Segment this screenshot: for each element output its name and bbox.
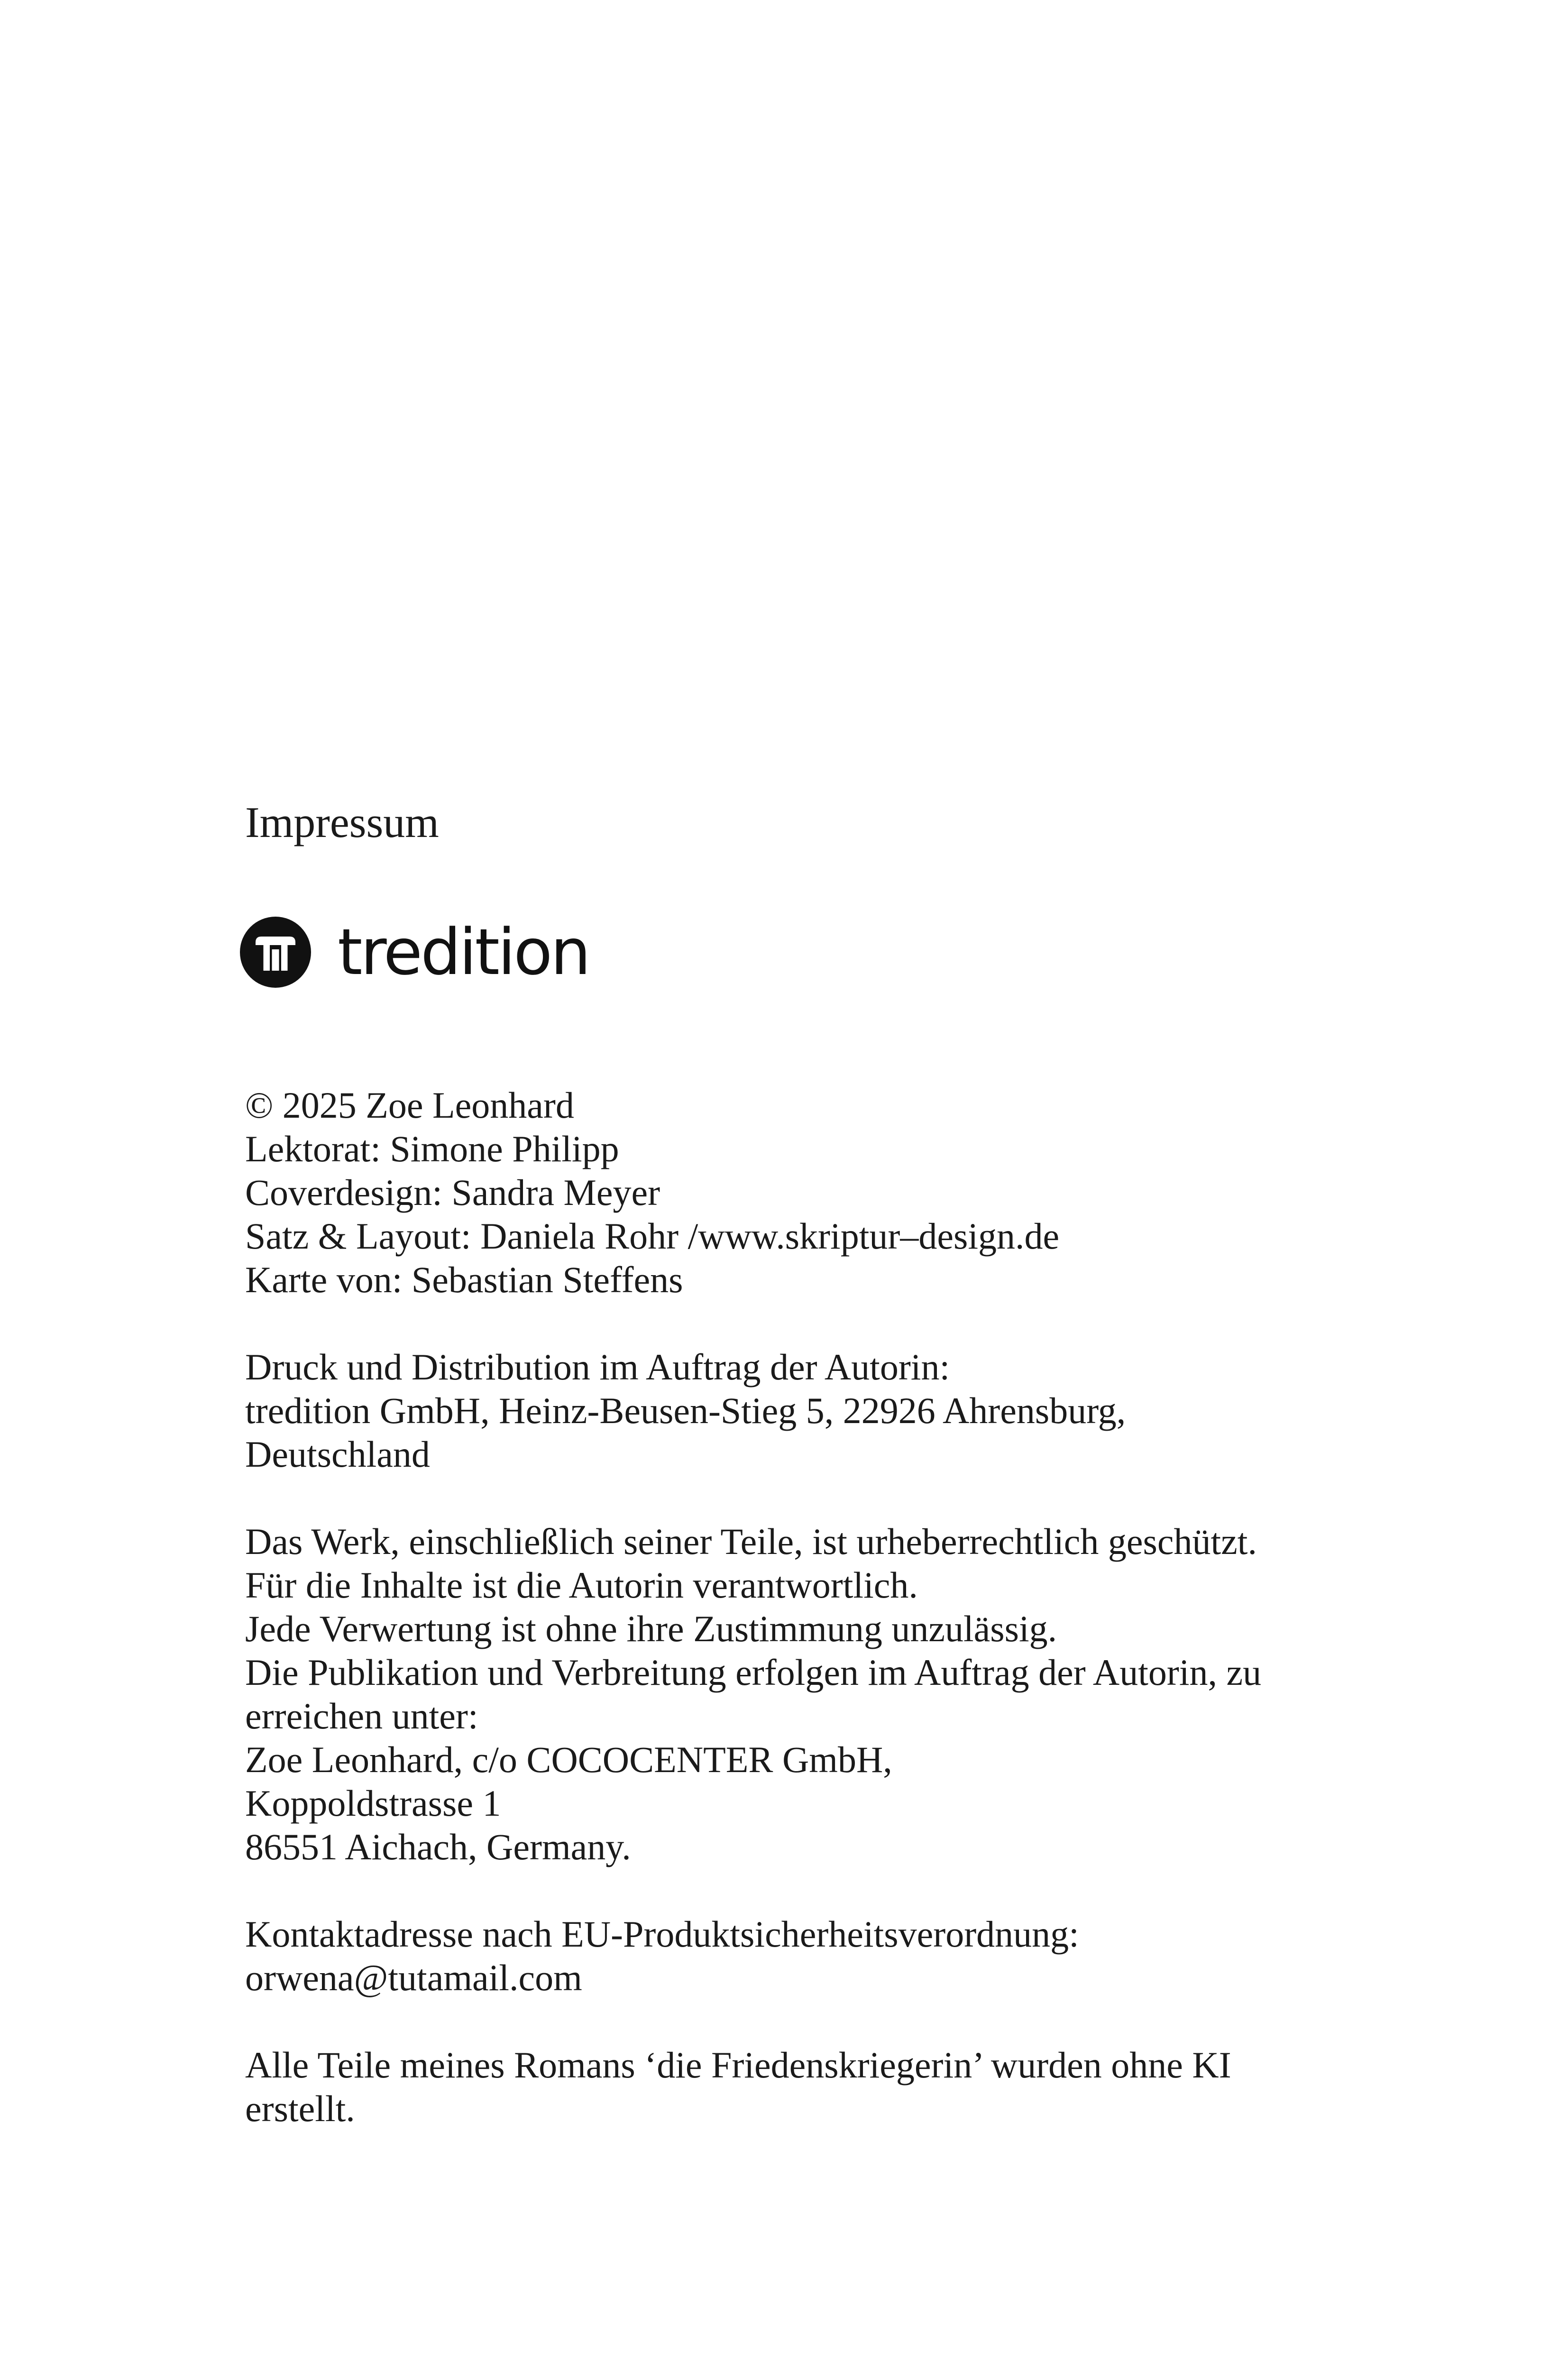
copyright-block bbox=[245, 1084, 1383, 1302]
rights-line: Die Publikation und Verbreitung erfolgen im Auftrag der Autorin, zu bbox=[245, 1652, 1262, 1693]
ai-statement-block bbox=[245, 2043, 1383, 2131]
printing-block bbox=[245, 1345, 1383, 1476]
printing-line: tredition GmbH, Heinz-Beusen-Stieg 5, 22926 Ahrensburg, bbox=[245, 1390, 1126, 1431]
contact-email: orwena@tutamail.com bbox=[245, 1957, 582, 1998]
publisher-logo bbox=[240, 915, 589, 989]
ai-statement-line: Alle Teile meines Romans ‘die Friedenskriegerin’ wurden ohne KI bbox=[245, 2044, 1231, 2086]
editor-line: Lektorat: Simone Philipp bbox=[245, 1128, 619, 1169]
rights-line: erreichen unter: bbox=[245, 1695, 478, 1737]
map-credit-line: Karte von: Sebastian Steffens bbox=[245, 1259, 683, 1300]
contact-block bbox=[245, 1912, 1383, 2000]
address-line: 86551 Aichach, Germany. bbox=[245, 1826, 631, 1867]
rights-block bbox=[245, 1520, 1383, 1869]
tredition-logo-icon bbox=[240, 917, 311, 988]
page-title: Impressum bbox=[245, 798, 439, 846]
rights-line: Jede Verwertung ist ohne ihre Zustimmung unzulässig. bbox=[245, 1608, 1057, 1649]
cover-design-line: Coverdesign: Sandra Meyer bbox=[245, 1172, 660, 1213]
address-line: Koppoldstrasse 1 bbox=[245, 1783, 501, 1824]
ai-statement-line: erstellt. bbox=[245, 2088, 355, 2129]
imprint-body bbox=[245, 1084, 1383, 2174]
logo-wordmark: tredition bbox=[338, 915, 589, 989]
layout-line: Satz & Layout: Daniela Rohr /www.skriptur–design.de bbox=[245, 1215, 1060, 1257]
copyright-line: © 2025 Zoe Leonhard bbox=[245, 1084, 574, 1126]
printing-line: Druck und Distribution im Auftrag der Autorin: bbox=[245, 1346, 950, 1388]
address-line: Zoe Leonhard, c/o COCOCENTER GmbH, bbox=[245, 1739, 892, 1780]
rights-line: Für die Inhalte ist die Autorin verantwortlich. bbox=[245, 1564, 918, 1606]
rights-line: Das Werk, einschließlich seiner Teile, ist urheberrechtlich geschützt. bbox=[245, 1521, 1257, 1562]
printing-line: Deutschland bbox=[245, 1434, 430, 1475]
contact-label: Kontaktadresse nach EU-Produktsicherheitsverordnung: bbox=[245, 1913, 1079, 1955]
